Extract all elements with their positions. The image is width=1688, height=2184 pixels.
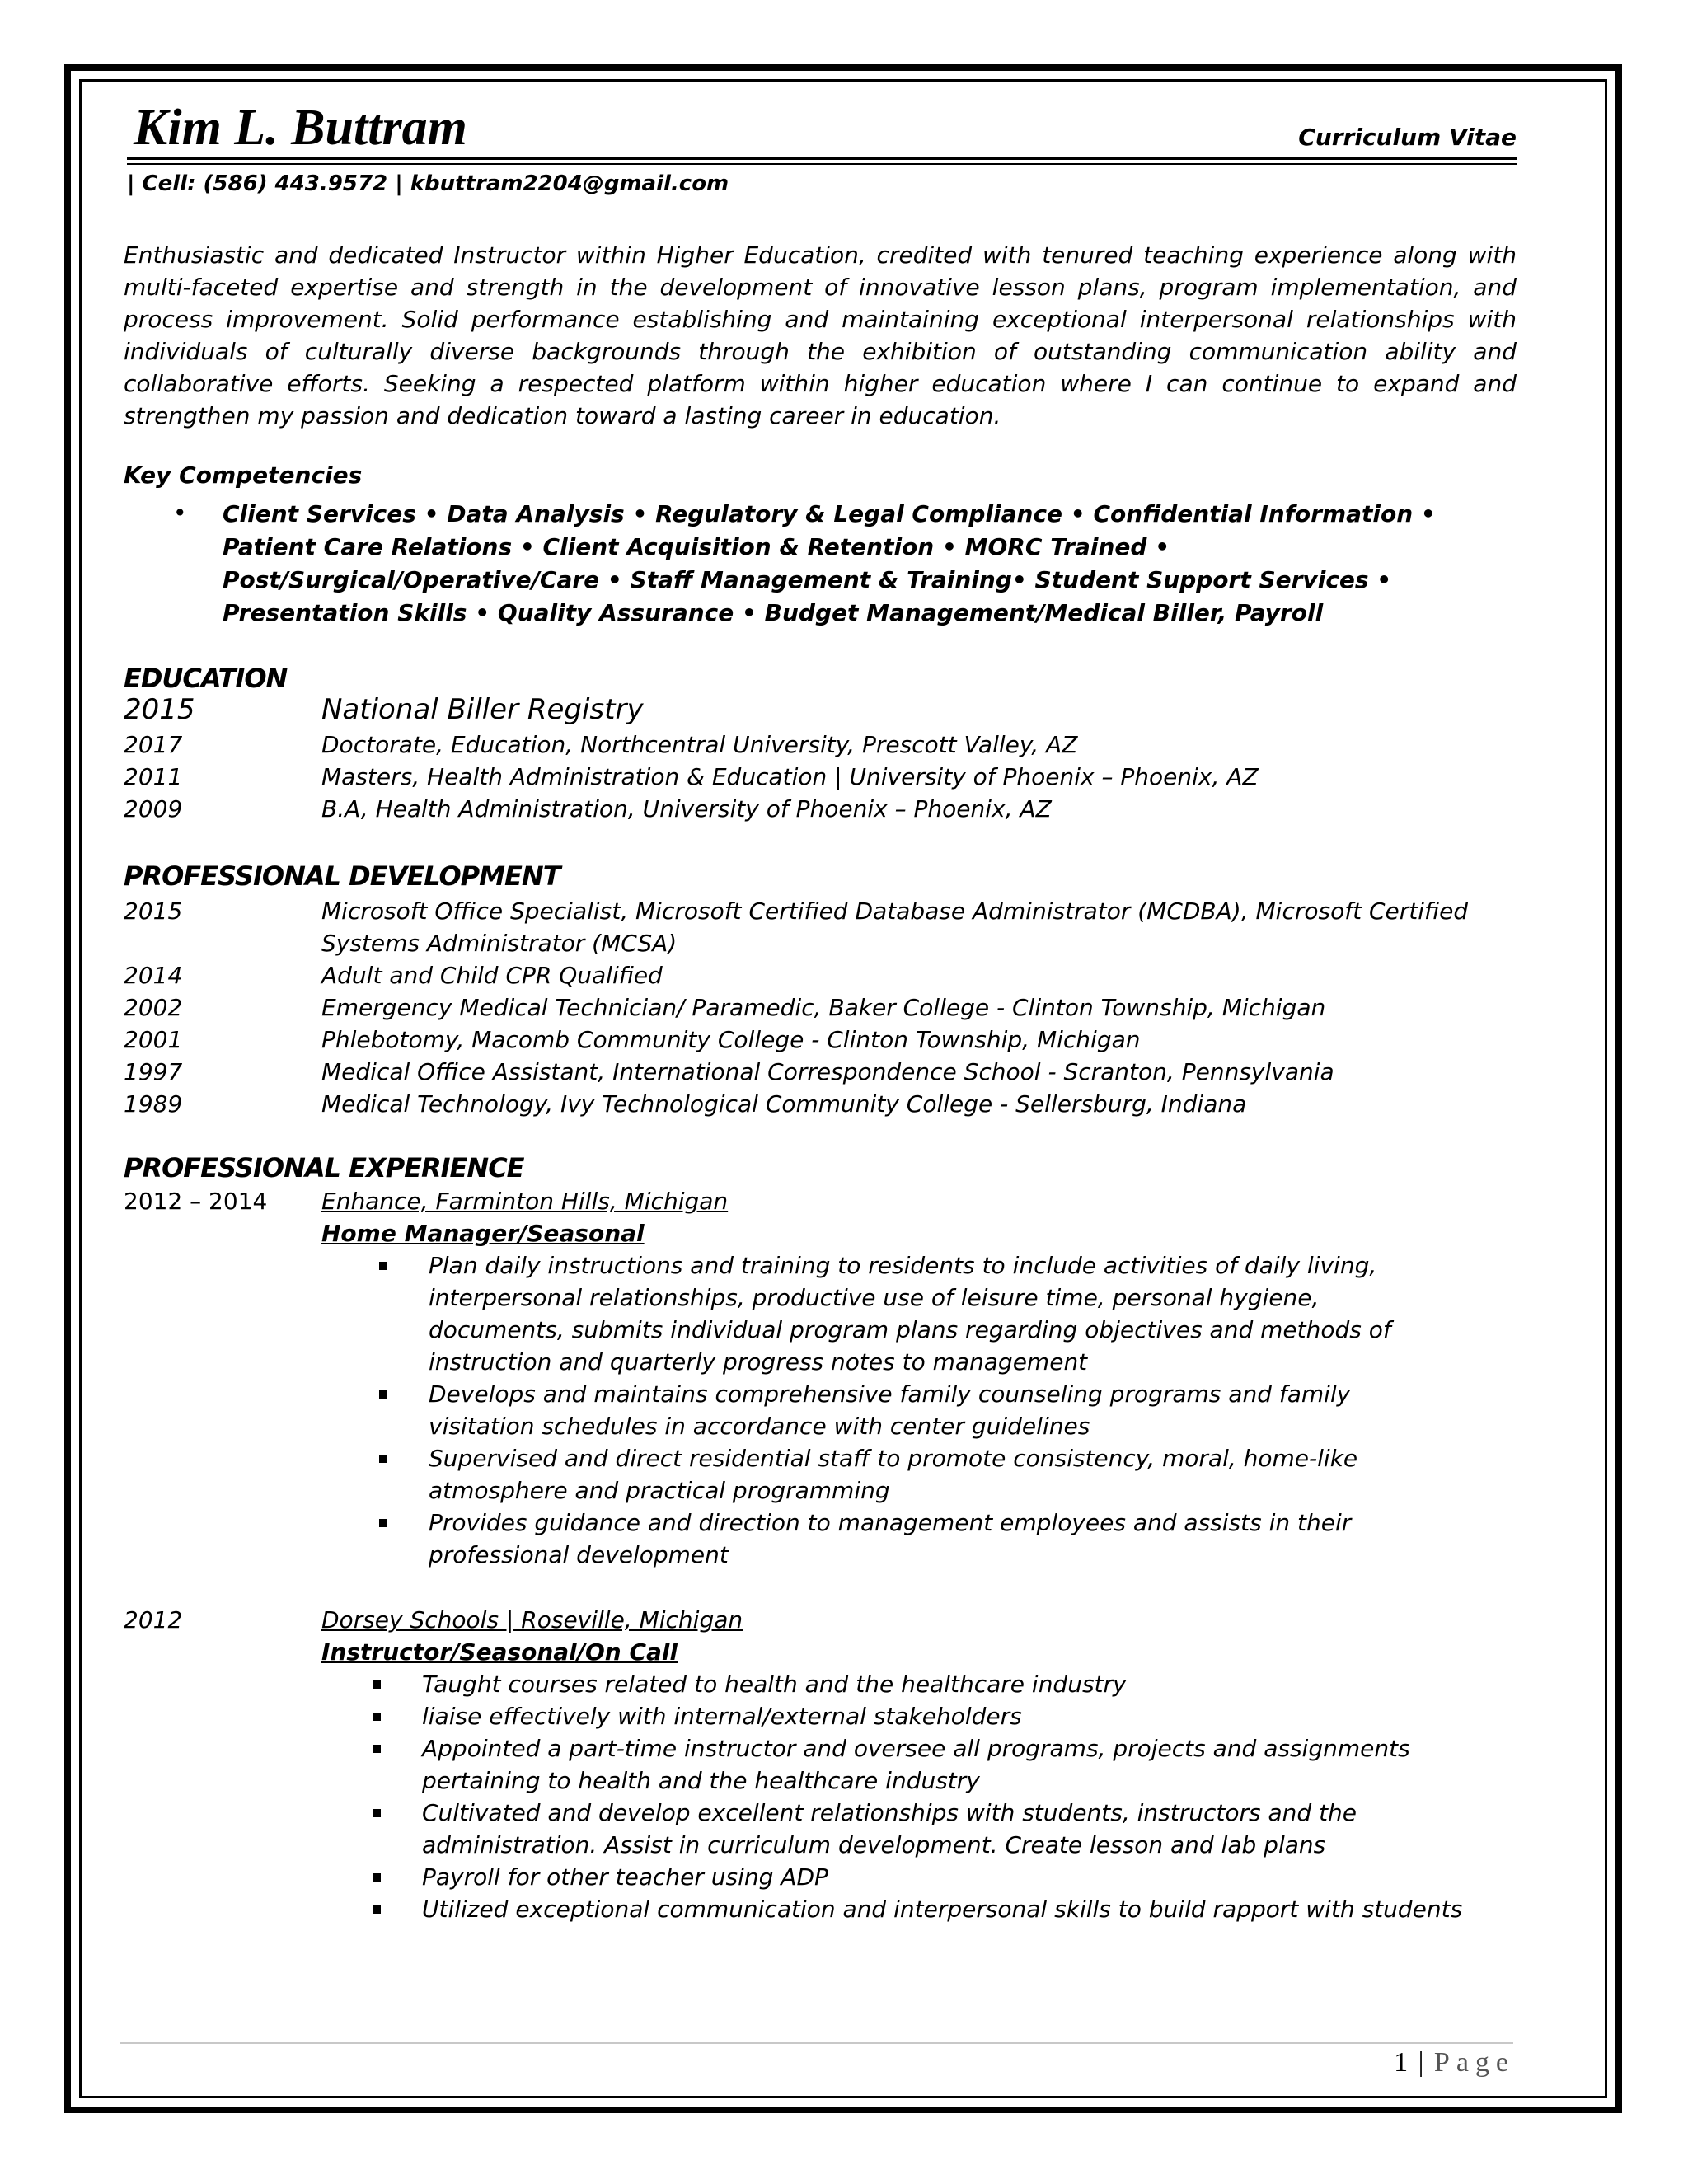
- development-desc: Microsoft Office Specialist, Microsoft Certified Database Administrator (MCDBA), Microsoft Certified Systems Administrator (MCSA): [321, 898, 1469, 957]
- job-employer: Dorsey Schools | Roseville, Michigan: [321, 1606, 743, 1633]
- document-type: Curriculum Vitae: [1298, 124, 1517, 151]
- profile-summary: Enthusiastic and dedicated Instructor within Higher Education, credited with tenured teaching experience along with multi-faceted expertise and strength in the development of innovative lesson plans, program implementation, and process improvement. Solid performance establishing and maintaining exceptional interpersonal relationships with individuals of culturally diverse backgrounds through the exhibition of outstanding communication ability and collaborative efforts. Seeking a respected platform within higher education where I can continue to expand and strengthen my passion and dedication toward a lasting career in education.: [124, 241, 1517, 429]
- job-bullet: Taught courses related to health and the healthcare industry: [422, 1671, 1127, 1698]
- education-heading: EDUCATION: [124, 663, 288, 694]
- square-bullet-icon: [373, 1905, 381, 1914]
- page-number: 1: [1394, 2047, 1410, 2078]
- education-year: 2009: [124, 795, 183, 823]
- contact-line: | Cell: (586) 443.9572 | kbuttram2204@gmail.com: [127, 171, 729, 196]
- header-rule-thick: [127, 157, 1517, 160]
- development-desc: Phlebotomy, Macomb Community College - Clinton Township, Michigan: [321, 1026, 1141, 1053]
- job-bullet: Appointed a part-time instructor and oversee all programs, projects and assignments pertaining to health and the healthcare industry: [422, 1735, 1410, 1794]
- job-years: 2012 – 2014: [124, 1188, 268, 1215]
- square-bullet-icon: [373, 1745, 381, 1753]
- education-desc: Masters, Health Administration & Education | University of Phoenix – Phoenix, AZ: [321, 763, 1259, 790]
- square-bullet-icon: [379, 1455, 387, 1463]
- square-bullet-icon: [373, 1809, 381, 1817]
- job-bullet: Supervised and direct residential staff to promote consistency, moral, home-like atmosphere and practical programming: [429, 1445, 1358, 1504]
- education-desc: B.A, Health Administration, University of Phoenix – Phoenix, AZ: [321, 795, 1052, 823]
- development-year: 1989: [124, 1090, 183, 1118]
- development-year: 1997: [124, 1058, 183, 1085]
- header: [124, 99, 1517, 156]
- bullet-icon: •: [173, 499, 187, 527]
- education-year: 2011: [124, 763, 183, 790]
- development-desc: Adult and Child CPR Qualified: [321, 962, 663, 989]
- page-footer: [1394, 2047, 1515, 2079]
- job-years: 2012: [124, 1606, 183, 1633]
- resume-content: [124, 99, 1517, 1923]
- square-bullet-icon: [379, 1262, 387, 1270]
- development-year: 2014: [124, 962, 183, 989]
- education-year: 2015: [124, 693, 195, 726]
- development-heading: PROFESSIONAL DEVELOPMENT: [124, 860, 560, 892]
- development-year: 2015: [124, 898, 183, 925]
- square-bullet-icon: [379, 1519, 387, 1527]
- square-bullet-icon: [373, 1680, 381, 1689]
- competencies-title: Key Competencies: [124, 462, 363, 489]
- competencies-list: Client Services • Data Analysis • Regulatory & Legal Compliance • Confidential Information • Patient Care Relations • Client Acquisition & Retention • MORC Trained • Post/Surgical/Operative/Care • Staff Management & Training• Student Support Services • Presentation Skills • Quality Assurance • Budget Management/Medical Biller, Payroll: [223, 500, 1436, 626]
- square-bullet-icon: [373, 1713, 381, 1721]
- job-bullet: Develops and maintains comprehensive family counseling programs and family visitation schedules in accordance with center guidelines: [429, 1380, 1351, 1440]
- job-bullet: Plan daily instructions and training to residents to include activities of daily living, interpersonal relationships, productive use of leisure time, personal hygiene, documents, submits individual program plans regarding objectives and methods of instruction and quarterly progress notes to management: [429, 1252, 1391, 1376]
- development-year: 2001: [124, 1026, 183, 1053]
- education-year: 2017: [124, 731, 183, 758]
- job-role: Instructor/Seasonal/On Call: [321, 1638, 678, 1666]
- education-desc: National Biller Registry: [321, 693, 644, 726]
- page-label: Page: [1433, 2047, 1515, 2078]
- experience-heading: PROFESSIONAL EXPERIENCE: [124, 1152, 524, 1183]
- education-desc: Doctorate, Education, Northcentral University, Prescott Valley, AZ: [321, 731, 1078, 758]
- footer-rule: [120, 2042, 1513, 2044]
- square-bullet-icon: [373, 1873, 381, 1882]
- job-bullet: Payroll for other teacher using ADP: [422, 1863, 828, 1891]
- job-bullet: liaise effectively with internal/external stakeholders: [422, 1703, 1022, 1730]
- job-bullet: Provides guidance and direction to management employees and assists in their professional development: [429, 1509, 1352, 1568]
- job-role: Home Manager/Seasonal: [321, 1220, 645, 1247]
- job-employer: Enhance, Farminton Hills, Michigan: [321, 1188, 729, 1215]
- development-desc: Emergency Medical Technician/ Paramedic, Baker College - Clinton Township, Michigan: [321, 994, 1326, 1021]
- job-bullet: Cultivated and develop excellent relationships with students, instructors and the administration. Assist in curriculum development. Create lesson and lab plans: [422, 1799, 1357, 1858]
- page-separator: |: [1418, 2047, 1426, 2078]
- development-desc: Medical Office Assistant, International Correspondence School - Scranton, Pennsylvania: [321, 1058, 1334, 1085]
- square-bullet-icon: [379, 1390, 387, 1399]
- header-rule-thin: [127, 163, 1517, 165]
- job-bullet: Utilized exceptional communication and interpersonal skills to build rapport with students: [422, 1896, 1463, 1923]
- development-year: 2002: [124, 994, 183, 1021]
- development-desc: Medical Technology, Ivy Technological Community College - Sellersburg, Indiana: [321, 1090, 1247, 1118]
- candidate-name: Kim L. Buttram: [134, 100, 467, 156]
